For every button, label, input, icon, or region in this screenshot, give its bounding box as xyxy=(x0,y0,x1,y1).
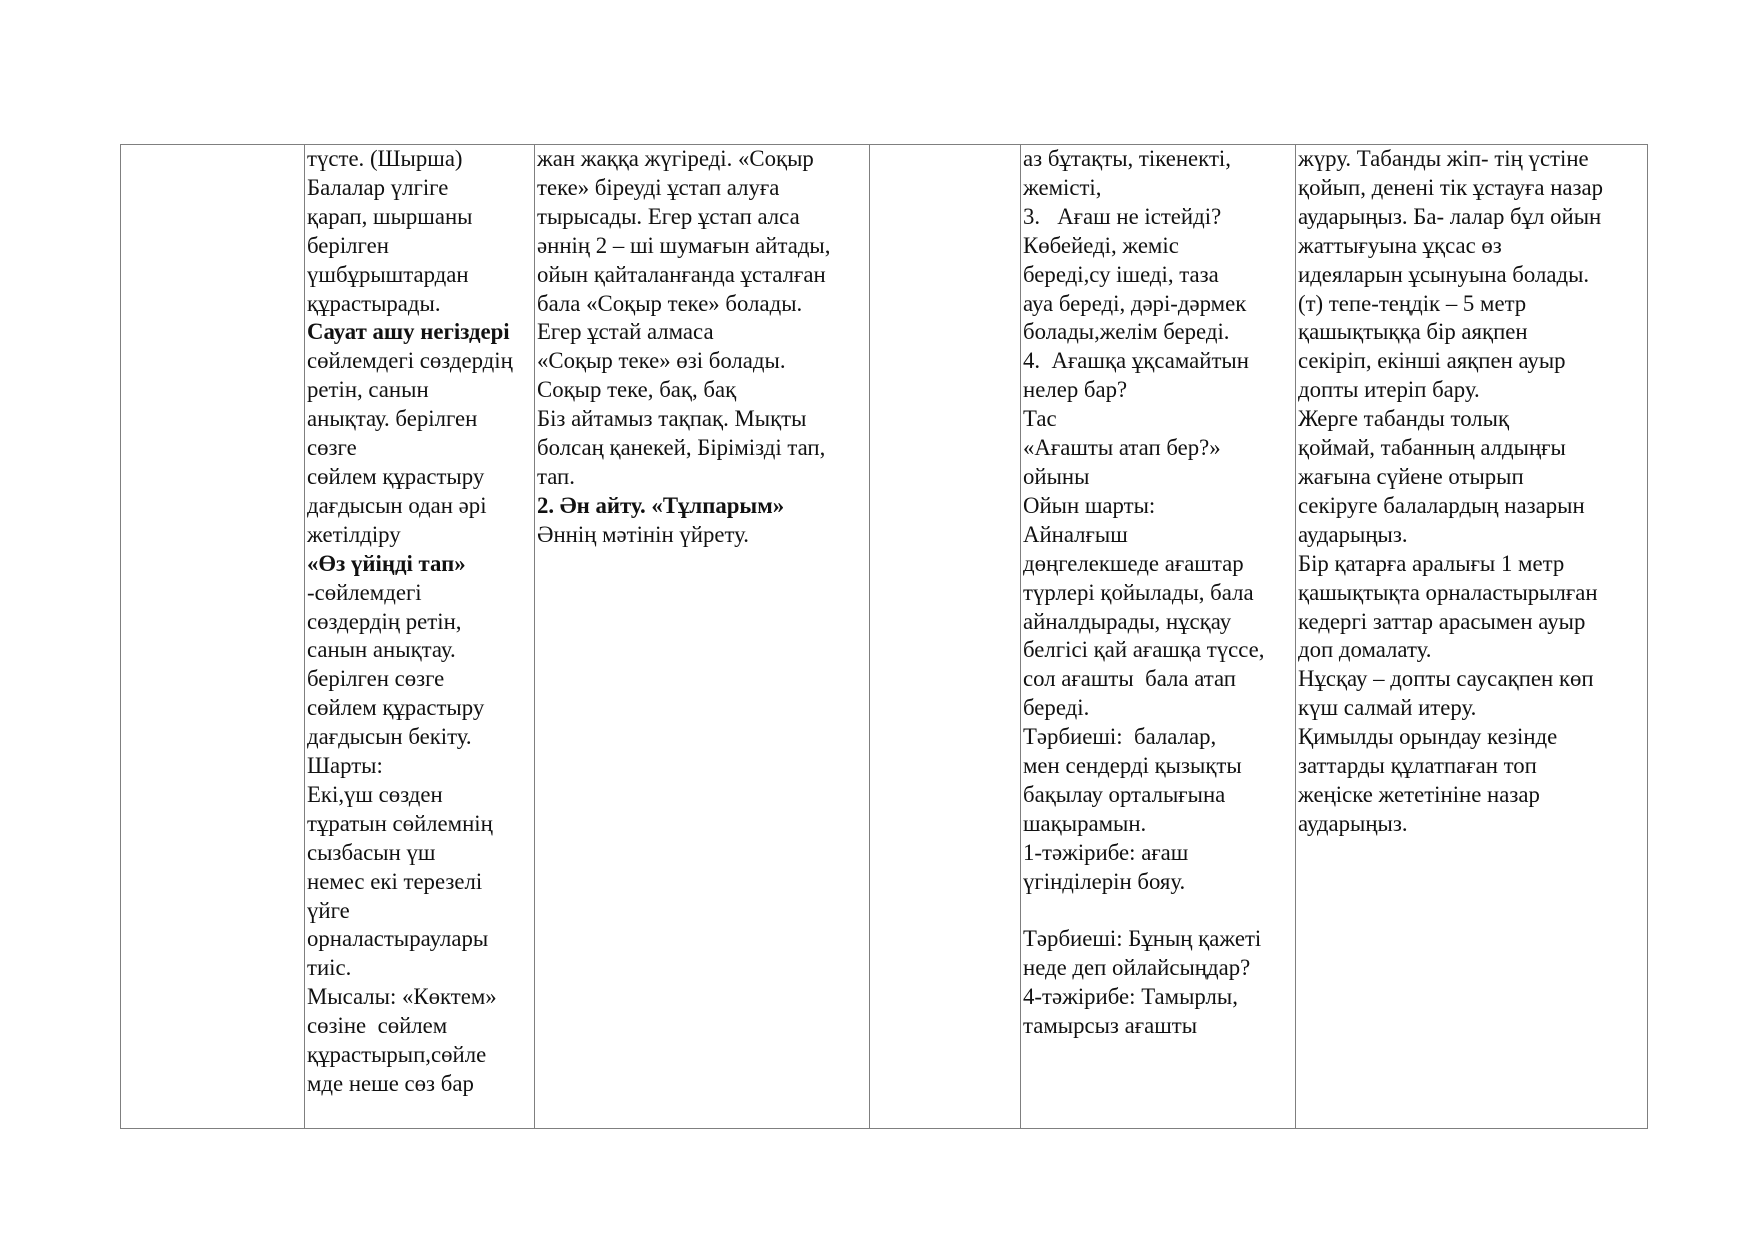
text-line: Екі,үш сөзден xyxy=(307,781,443,807)
text-line: жүру. Табанды жіп- тің үстіне xyxy=(1298,146,1589,171)
text-line: сөзге xyxy=(307,435,357,461)
blank-line xyxy=(1023,897,1293,926)
text-line: Ойын шарты: xyxy=(1023,492,1156,518)
text-line: Қимылды орындау кезінде xyxy=(1298,724,1558,750)
text-line: тамырсыз ағашты xyxy=(1023,1013,1198,1039)
text-line: ойын қайталанғанда ұсталған xyxy=(537,261,826,287)
text-line: Соқыр теке, бақ, бақ xyxy=(537,377,737,403)
text-line: үгінділерін бояу. xyxy=(1023,868,1186,894)
text-line: бақылау орталығына xyxy=(1023,781,1226,807)
text-line: қоймай, табанның алдыңғы xyxy=(1298,435,1566,461)
text-line: 1-тәжірибе: ағаш xyxy=(1023,839,1189,865)
text-line: идеяларын ұсынуына болады. xyxy=(1298,261,1590,287)
text-line: тиіс. xyxy=(307,955,352,981)
text-line: қашықтықта орналастырылған xyxy=(1298,579,1598,605)
text-line: Әннің мәтінін үйрету. xyxy=(537,521,749,547)
text-line: «Соқыр теке» өзі болады. xyxy=(537,348,786,374)
text-line: заттарды құлатпаған топ xyxy=(1298,753,1537,779)
text-line: Шарты: xyxy=(307,753,383,779)
text-line: жемісті, xyxy=(1023,174,1102,200)
text-line: сөйлемдегі сөздердің xyxy=(307,348,513,374)
text-line: дағдысын бекіту. xyxy=(307,724,472,750)
text-line: түсте. (Шырша) xyxy=(307,146,463,171)
text-line: айналдырады, нұсқау xyxy=(1023,608,1232,634)
text-line: дөңгелекшеде ағаштар xyxy=(1023,550,1244,576)
text-line: берілген сөзге xyxy=(307,666,445,692)
text-line: допты итеріп бару. xyxy=(1298,377,1480,403)
text-line: берілген xyxy=(307,232,389,258)
text-line: үйге xyxy=(307,897,350,923)
text-line: мде неше сөз бар xyxy=(307,1071,474,1096)
text-line: Егер ұстай алмаса xyxy=(537,319,714,345)
text-line: аз бұтақты, тікенекті, xyxy=(1023,146,1231,171)
text-line: аударыңыз. xyxy=(1298,810,1408,836)
text-line: құрастырып,сөйле xyxy=(307,1042,487,1068)
text-line: 4-тәжірибе: Тамырлы, xyxy=(1023,984,1238,1010)
text-line: сызбасын үш xyxy=(307,839,436,865)
text-line: кедергі заттар арасымен ауыр xyxy=(1298,608,1586,634)
text-line: күш салмай итеру. xyxy=(1298,695,1477,721)
game-title: «Өз үйіңді тап» xyxy=(307,550,466,576)
text-line: қойып, денені тік ұстауға назар xyxy=(1298,174,1604,200)
text-line: Тас xyxy=(1023,406,1057,432)
cell-col4 xyxy=(870,145,1021,1129)
table-row xyxy=(121,145,1648,1129)
cell-col1 xyxy=(121,145,305,1129)
text-line: мен сендерді қызықты xyxy=(1023,753,1242,779)
text-line: (т) тепе-теңдік – 5 метр xyxy=(1298,290,1527,316)
text-line: болады,желім береді. xyxy=(1023,319,1230,345)
cell-col6 xyxy=(1296,145,1648,1129)
text-line: түрлері қойылады, бала xyxy=(1023,579,1254,605)
text-line: «Ағашты атап бер?» xyxy=(1023,435,1221,461)
text-line: Бір қатарға аралығы 1 метр xyxy=(1298,550,1565,576)
text-line: Балалар үлгіге xyxy=(307,174,449,200)
text-line: ретін, санын xyxy=(307,377,429,403)
text-line: сөзіне сөйлем xyxy=(307,1013,448,1039)
text-line: сөйлем құрастыру xyxy=(307,695,485,721)
text-line: ойыны xyxy=(1023,463,1090,489)
text-line: Айналғыш xyxy=(1023,521,1128,547)
cell-col5 xyxy=(1021,145,1296,1129)
text-line: Мысалы: «Көктем» xyxy=(307,984,497,1010)
text-line: тырысады. Егер ұстап алса xyxy=(537,203,800,229)
text-line: аударыңыз. Ба- лалар бұл ойын xyxy=(1298,203,1602,229)
text-line: жан жаққа жүгіреді. «Соқыр xyxy=(537,146,814,171)
text-line: секіруге балалардың назарын xyxy=(1298,492,1585,518)
text-line: қарап, шыршаны xyxy=(307,203,473,229)
text-line: жеңіске жететініне назар xyxy=(1298,781,1540,807)
text-line: үшбұрыштардан xyxy=(307,261,469,287)
text-line: нелер бар? xyxy=(1023,377,1128,403)
text-line: құрастырады. xyxy=(307,290,441,316)
text-line: қашықтыққа бір аяқпен xyxy=(1298,319,1528,345)
plan-table xyxy=(120,144,1648,1129)
section-heading: Сауат ашу негіздері xyxy=(307,319,510,345)
text-line: сөздердің ретін, xyxy=(307,608,462,634)
text-line: Біз айтамыз тақпақ. Мықты xyxy=(537,406,807,432)
cell-col2 xyxy=(305,145,535,1129)
text-line: немес екі терезелі xyxy=(307,868,483,894)
text-line: санын анықтау. xyxy=(307,637,456,663)
text-line: береді. xyxy=(1023,695,1090,721)
text-line: жағына сүйене отырып xyxy=(1298,463,1524,489)
text-line: жаттығуына ұқсас өз xyxy=(1298,232,1502,258)
text-line: теке» біреуді ұстап алуға xyxy=(537,174,780,200)
text-line: орналастыраулары xyxy=(307,926,489,952)
text-line: Тәрбиеші: Бұның қажеті xyxy=(1023,926,1262,952)
text-line: шақырамын. xyxy=(1023,810,1147,836)
text-line: ауа береді, дәрі-дәрмек xyxy=(1023,290,1247,316)
text-line: сөйлем құрастыру xyxy=(307,463,485,489)
text-line: береді,су ішеді, таза xyxy=(1023,261,1219,287)
cell-col3 xyxy=(535,145,870,1129)
text-line: сол ағашты бала атап xyxy=(1023,666,1237,692)
text-line: жетілдіру xyxy=(307,521,401,547)
text-line: анықтау. берілген xyxy=(307,406,478,432)
text-line: неде деп ойлайсыңдар? xyxy=(1023,955,1251,981)
text-line: Жерге табанды толық xyxy=(1298,406,1510,432)
text-line: тап. xyxy=(537,463,575,489)
text-line: Тәрбиеші: балалар, xyxy=(1023,724,1217,750)
text-line: Көбейеді, жеміс xyxy=(1023,232,1179,258)
text-line: -сөйлемдегі xyxy=(307,579,422,605)
section-heading: 2. Ән айту. «Тұлпарым» xyxy=(537,492,785,518)
text-line: доп домалату. xyxy=(1298,637,1432,663)
text-line: әннің 2 – ші шумағын айтады, xyxy=(537,232,831,258)
text-line: секіріп, екінші аяқпен ауыр xyxy=(1298,348,1566,374)
text-line: болсаң қанекей, Бірімізді тап, xyxy=(537,435,826,461)
text-line: тұратын сөйлемнің xyxy=(307,810,493,836)
text-line: 3. Ағаш не істейді? xyxy=(1023,203,1222,229)
text-line: 4. Ағашқа ұқсамайтын xyxy=(1023,348,1249,374)
text-line: белгісі қай ағашқа түссе, xyxy=(1023,637,1265,663)
text-line: Нұсқау – допты саусақпен көп xyxy=(1298,666,1594,692)
text-line: аударыңыз. xyxy=(1298,521,1408,547)
text-line: дағдысын одан әрі xyxy=(307,492,487,518)
text-line: бала «Соқыр теке» болады. xyxy=(537,290,803,316)
